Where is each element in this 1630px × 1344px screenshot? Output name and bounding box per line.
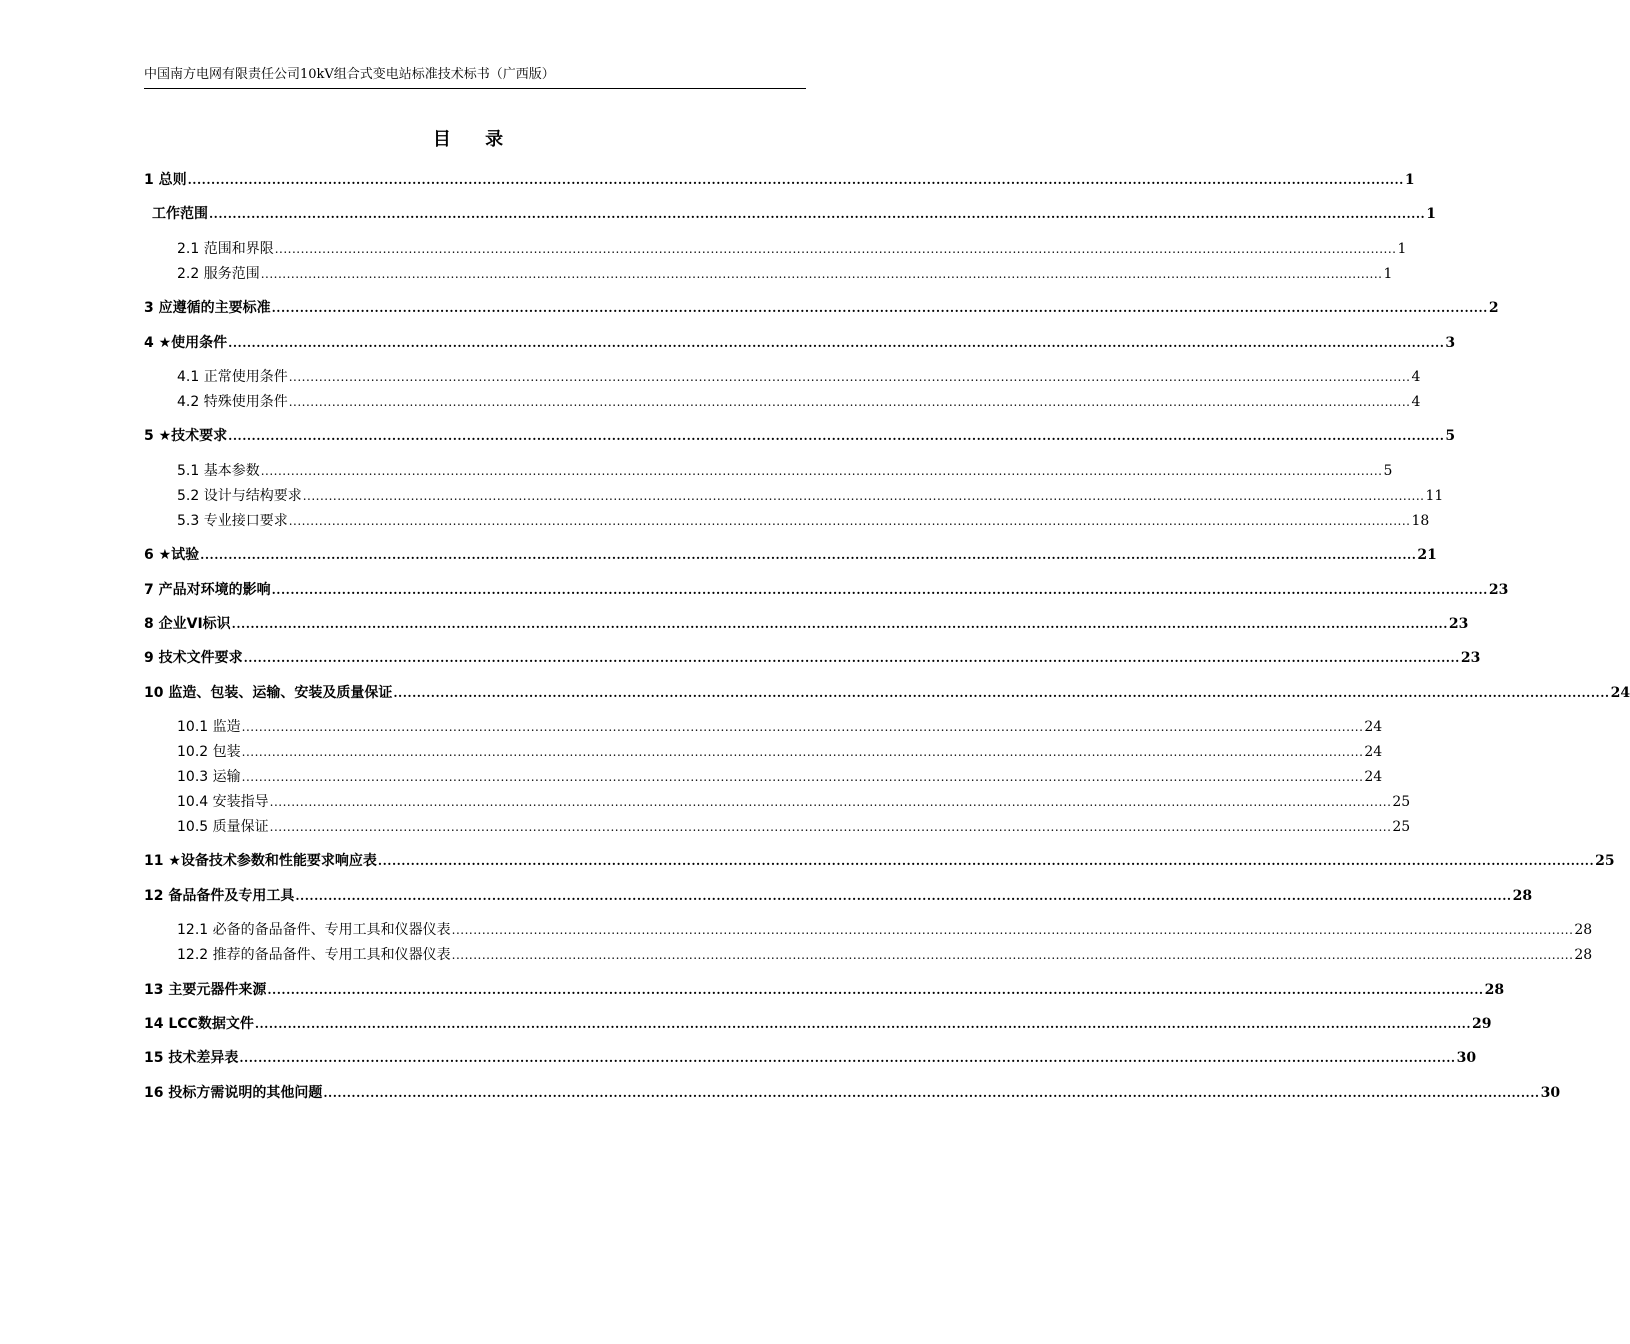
toc-entry-4-2[interactable] xyxy=(177,392,1421,412)
toc-entry-label: 4.2 特殊使用条件 xyxy=(177,394,288,410)
toc-entry-page: 28 xyxy=(1512,888,1533,904)
toc-entry-10-4[interactable] xyxy=(177,792,1411,812)
toc-entry-page: 28 xyxy=(1574,947,1593,963)
toc-entry-label: 5.1 基本参数 xyxy=(177,463,260,479)
toc-title: 目 录 xyxy=(432,129,518,150)
toc-entry-page: 11 xyxy=(1425,488,1444,504)
toc-entry-page: 24 xyxy=(1364,744,1383,760)
toc-leader: .................................................................................................................................................................................................................................................................... xyxy=(241,745,1364,759)
toc-entry-label: 15 技术差异表 xyxy=(144,1050,239,1066)
toc-leader: .................................................................................................................................................................................................................................................................... xyxy=(288,370,1411,384)
page-header xyxy=(144,66,806,89)
toc-entry-2-1[interactable] xyxy=(177,239,1407,259)
toc-leader: .................................................................................................................................................................................................................................................................... xyxy=(295,889,1512,903)
toc-leader: .................................................................................................................................................................................................................................................................... xyxy=(243,651,1460,665)
toc-entry-page: 25 xyxy=(1392,819,1411,835)
toc-entry-label: 10.3 运输 xyxy=(177,769,241,785)
toc-entry-10-5[interactable] xyxy=(177,817,1411,837)
toc-entry-page: 18 xyxy=(1411,513,1430,529)
toc-leader: .................................................................................................................................................................................................................................................................... xyxy=(254,1017,1472,1031)
header-title: 中国南方电网有限责任公司10kV组合式变电站标准技术标书（广西版） xyxy=(144,67,555,82)
toc-entry-page: 28 xyxy=(1484,982,1505,998)
toc-entry-label: 12.2 推荐的备品备件、专用工具和仪器仪表 xyxy=(177,947,451,963)
toc-entry-1[interactable] xyxy=(144,170,1415,190)
toc-entry-12[interactable] xyxy=(144,886,1533,906)
toc-leader: .................................................................................................................................................................................................................................................................... xyxy=(288,514,1411,528)
toc-entry-page: 5 xyxy=(1383,463,1393,479)
toc-entry-2-2[interactable] xyxy=(177,264,1393,284)
toc-leader: .................................................................................................................................................................................................................................................................... xyxy=(228,336,1445,350)
toc-entry-label: 4 ★使用条件 xyxy=(144,335,228,351)
toc-entry-3[interactable] xyxy=(144,298,1499,318)
toc-leader: .................................................................................................................................................................................................................................................................... xyxy=(302,489,1425,503)
toc-leader: .................................................................................................................................................................................................................................................................... xyxy=(271,583,1488,597)
toc-leader: .................................................................................................................................................................................................................................................................... xyxy=(288,395,1411,409)
toc-entry-5-2[interactable] xyxy=(177,486,1444,506)
toc-entry-page: 25 xyxy=(1595,853,1615,869)
toc-entry-label: 4.1 正常使用条件 xyxy=(177,369,288,385)
toc-entry-page: 5 xyxy=(1445,428,1456,444)
toc-entry-label: 5.3 专业接口要求 xyxy=(177,513,288,529)
toc-leader: .................................................................................................................................................................................................................................................................... xyxy=(271,301,1488,315)
toc-entry-page: 2 xyxy=(1488,300,1499,316)
toc-leader: .................................................................................................................................................................................................................................................................... xyxy=(267,983,1484,997)
toc-entry-page: 1 xyxy=(1397,241,1407,257)
toc-entry-6[interactable] xyxy=(144,545,1437,565)
toc-leader: .................................................................................................................................................................................................................................................................... xyxy=(200,548,1417,562)
toc-entry-12-2[interactable] xyxy=(177,945,1593,965)
toc-entry-13[interactable] xyxy=(144,980,1505,1000)
toc-entry-page: 23 xyxy=(1488,582,1509,598)
toc-entry-label: 5 ★技术要求 xyxy=(144,428,228,444)
toc-entry-label: 16 投标方需说明的其他问题 xyxy=(144,1085,323,1101)
toc-leader: .................................................................................................................................................................................................................................................................... xyxy=(451,948,1574,962)
toc-entry-label: 10.4 安装指导 xyxy=(177,794,269,810)
toc-entry-5-1[interactable] xyxy=(177,461,1393,481)
toc-entry-label: 12 备品备件及专用工具 xyxy=(144,888,295,904)
toc-entry-page: 24 xyxy=(1364,769,1383,785)
toc-entry-11[interactable] xyxy=(144,851,1615,871)
toc-entry-label: 3 应遵循的主要标准 xyxy=(144,300,271,316)
toc-entry-label: 7 产品对环境的影响 xyxy=(144,582,271,598)
toc-leader: .................................................................................................................................................................................................................................................................... xyxy=(377,854,1595,868)
toc-entry-page: 30 xyxy=(1540,1085,1561,1101)
toc-entry-label: 5.2 设计与结构要求 xyxy=(177,488,302,504)
toc-entry-page: 24 xyxy=(1364,719,1383,735)
toc-entry-16[interactable] xyxy=(144,1083,1561,1103)
toc-entry-label: 11 ★设备技术参数和性能要求响应表 xyxy=(144,853,377,869)
toc-leader: .................................................................................................................................................................................................................................................................... xyxy=(260,464,1383,478)
toc-entry-label: 工作范围 xyxy=(152,206,208,222)
toc-entry-2[interactable] xyxy=(152,204,1436,224)
toc-entry-14[interactable] xyxy=(144,1014,1492,1034)
toc-entry-page: 21 xyxy=(1417,547,1437,563)
toc-entry-page: 29 xyxy=(1472,1016,1492,1032)
toc-entry-10-3[interactable] xyxy=(177,767,1383,787)
toc-entry-label: 2.1 范围和界限 xyxy=(177,241,274,257)
toc-entry-label: 2.2 服务范围 xyxy=(177,266,260,282)
toc-entry-4[interactable] xyxy=(144,333,1456,353)
toc-leader: .................................................................................................................................................................................................................................................................... xyxy=(260,267,1383,281)
toc-entry-12-1[interactable] xyxy=(177,920,1593,940)
toc-entry-10-1[interactable] xyxy=(177,717,1383,737)
toc-entry-page: 25 xyxy=(1392,794,1411,810)
toc-leader: .................................................................................................................................................................................................................................................................... xyxy=(274,242,1397,256)
toc-entry-page: 1 xyxy=(1383,266,1393,282)
toc-entry-page: 1 xyxy=(1404,172,1415,188)
toc-leader: .................................................................................................................................................................................................................................................................... xyxy=(393,686,1610,700)
toc-entry-label: 14 LCC数据文件 xyxy=(144,1016,254,1032)
toc-entry-label: 10.2 包装 xyxy=(177,744,241,760)
toc-leader: .................................................................................................................................................................................................................................................................... xyxy=(269,820,1392,834)
toc-entry-7[interactable] xyxy=(144,580,1509,600)
toc-entry-4-1[interactable] xyxy=(177,367,1421,387)
toc-entry-page: 23 xyxy=(1448,616,1469,632)
toc-leader: .................................................................................................................................................................................................................................................................... xyxy=(239,1051,1456,1065)
toc-leader: .................................................................................................................................................................................................................................................................... xyxy=(323,1086,1540,1100)
toc-leader: .................................................................................................................................................................................................................................................................... xyxy=(451,923,1574,937)
toc-leader: .................................................................................................................................................................................................................................................................... xyxy=(241,720,1364,734)
toc-entry-label: 8 企业VI标识 xyxy=(144,616,231,632)
toc-entry-label: 6 ★试验 xyxy=(144,547,200,563)
toc-entry-10[interactable] xyxy=(144,683,1630,703)
toc-entry-label: 10.1 监造 xyxy=(177,719,241,735)
toc-leader: .................................................................................................................................................................................................................................................................... xyxy=(228,429,1445,443)
toc-entry-15[interactable] xyxy=(144,1048,1477,1068)
toc-entry-5[interactable] xyxy=(144,426,1456,446)
toc-entry-label: 12.1 必备的备品备件、专用工具和仪器仪表 xyxy=(177,922,451,938)
toc-entry-8[interactable] xyxy=(144,614,1469,634)
toc-leader: .................................................................................................................................................................................................................................................................... xyxy=(241,770,1364,784)
toc-entry-page: 1 xyxy=(1426,206,1436,222)
toc-entry-page: 28 xyxy=(1574,922,1593,938)
toc-entry-label: 10.5 质量保证 xyxy=(177,819,269,835)
toc-leader: .................................................................................................................................................................................................................................................................... xyxy=(187,173,1404,187)
toc-entry-label: 10 监造、包装、运输、安装及质量保证 xyxy=(144,685,393,701)
toc-leader: .................................................................................................................................................................................................................................................................... xyxy=(231,617,1448,631)
toc-entry-page: 30 xyxy=(1456,1050,1477,1066)
toc-entry-page: 24 xyxy=(1610,685,1630,701)
toc-entry-9[interactable] xyxy=(144,648,1481,668)
toc-leader: .................................................................................................................................................................................................................................................................... xyxy=(269,795,1392,809)
toc-entry-label: 13 主要元器件来源 xyxy=(144,982,267,998)
toc-entry-label: 9 技术文件要求 xyxy=(144,650,243,666)
toc-entry-page: 3 xyxy=(1445,335,1456,351)
toc-entry-page: 23 xyxy=(1460,650,1481,666)
toc-entry-page: 4 xyxy=(1411,394,1421,410)
toc-leader: .................................................................................................................................................................................................................................................................... xyxy=(209,207,1426,221)
toc-entry-page: 4 xyxy=(1411,369,1421,385)
toc-entry-5-3[interactable] xyxy=(177,511,1430,531)
toc-entry-10-2[interactable] xyxy=(177,742,1383,762)
toc-entry-label: 1 总则 xyxy=(144,172,187,188)
